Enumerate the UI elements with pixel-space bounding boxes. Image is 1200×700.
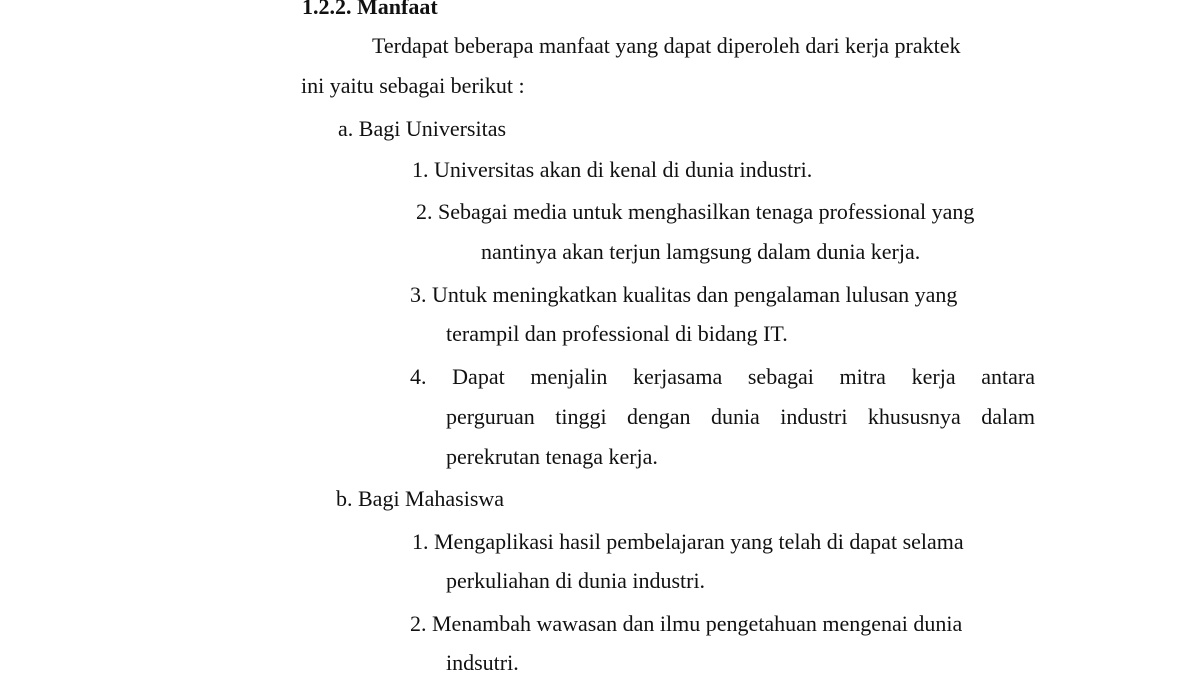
mahasiswa-item-1-line-2: perkuliahan di dunia industri. [446,568,706,593]
item-4-word: kerjasama [633,364,723,389]
item-4-word: dengan [626,404,691,429]
intro-line-2: ini yaitu sebagai berikut : [301,73,525,98]
group-label-mahasiswa: b. Bagi Mahasiswa [336,486,505,511]
group-label-universitas: a. Bagi Universitas [338,116,507,141]
item-4-word: perguruan [446,404,535,429]
intro-line-1: Terdapat beberapa manfaat yang dapat diperoleh dari kerja praktek [372,33,961,58]
item-4-word: antara [981,364,1035,389]
item-4-word: kerja [911,364,956,389]
universitas-item-2-line-1: 2. Sebagai media untuk menghasilkan tenaga professional yang [416,199,975,224]
item-4-word: dunia [710,404,760,429]
item-4-word: 4. [410,364,427,389]
item-4-word: menjalin [530,364,608,389]
item-4-word: khususnya [867,404,961,429]
mahasiswa-item-2-line-1: 2. Menambah wawasan dan ilmu pengetahuan mengenai dunia [410,611,963,636]
universitas-item-2-line-2: nantinya akan terjun lamgsung dalam dunia kerja. [481,239,921,264]
universitas-item-4-line-1 [410,364,1035,390]
universitas-item-3-line-2: terampil dan professional di bidang IT. [446,321,788,346]
mahasiswa-item-2-line-2: indsutri. [446,650,519,675]
section-heading: 1.2.2. Manfaat [302,0,438,19]
universitas-item-1: 1. Universitas akan di kenal di dunia industri. [412,157,813,182]
item-4-word: industri [780,404,848,429]
universitas-item-4-line-2 [446,404,1035,430]
universitas-item-3-line-1: 3. Untuk meningkatkan kualitas dan pengalaman lulusan yang [410,282,958,307]
universitas-item-4-line-3: perekrutan tenaga kerja. [446,444,658,469]
item-4-word: mitra [839,364,886,389]
item-4-word: dalam [981,404,1035,429]
item-4-word: sebagai [747,364,814,389]
mahasiswa-item-1-line-1: 1. Mengaplikasi hasil pembelajaran yang telah di dapat selama [412,529,964,554]
item-4-word: Dapat [452,364,505,389]
item-4-word: tinggi [555,404,607,429]
